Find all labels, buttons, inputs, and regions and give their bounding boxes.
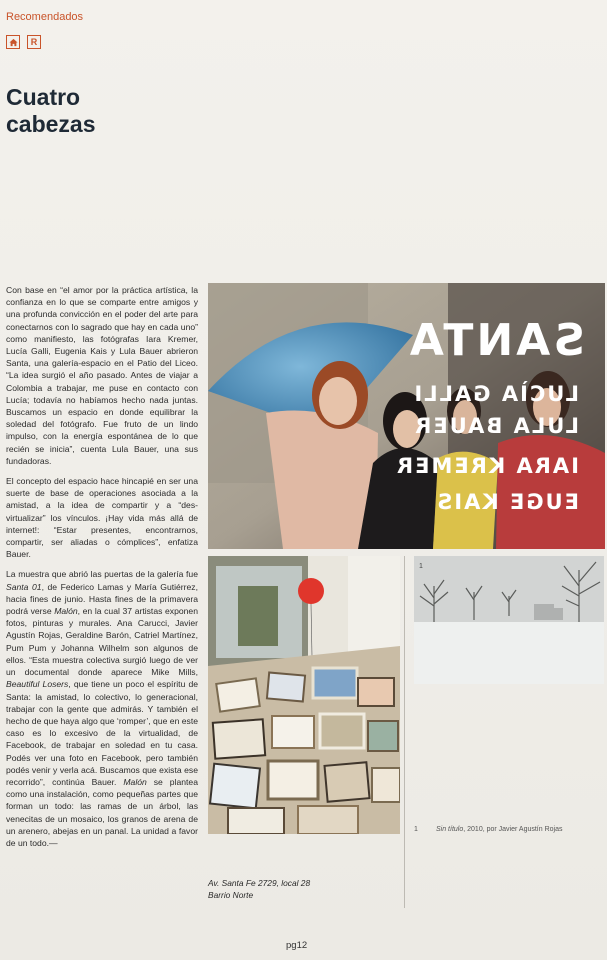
poster-name-1: LUCÌA GALLI xyxy=(412,382,579,406)
r-icon: R xyxy=(27,35,41,49)
snow-park-photo xyxy=(414,556,604,684)
credit-rest: , 2010, por Javier Agustín Rojas xyxy=(463,826,563,833)
gallery-illustration xyxy=(208,556,400,834)
p3-part-d: , que tiene un poco el espíritu de Santa: la amistad, lo colectivo, lo generacional, trabajar con la gente que admirás. Y también el hecho de que haya algo que ‘romper’, que en este caso es lo excesivo de la virtualidad, de Facebook, de trabajar en soledad en tu casa. Podés ver una foto en Facebook, pero también podés venir y verla acá. Buscamos que exista ese recorrido”, continúa Bauer. xyxy=(6,679,199,787)
paragraph-1: Con base en “el amor por la práctica artística, la confianza en lo que se comparte entre amigos y una profunda convicción en el poder del arte para conectarnos con lo sagrado que hay en cada uno” como manifiesto, las fotógrafas Iara Kremer, Lucía Galli, Eugenia Kais y Lula Bauer abrieron Santa, una galería-espacio en el Patio del Liceo. “La idea surgió el año pasado. Antes de viajar a Colombia a trabajar, me puse en contacto con Lucía; todavía no habíamos hecho nada juntas. Buscamos un espacio en donde equilibrar la soledad del fotógrafo. Fue fruto de un lindo impulso, con la energía espontánea de lo que recién se inicia”, cuenta Lula Bauer, una sus fundadoras. xyxy=(6,285,198,466)
poster-title: SANTA xyxy=(406,315,585,366)
page-number: pg12 xyxy=(286,940,308,951)
p3-santa-title: Santa 01 xyxy=(6,581,42,592)
paragraph-2: El concepto del espacio hace hincapié en ser una suerte de base de operaciones asociada a la amistad, a la idea de compartir y a “des-virtualizar” los vínculos. ¡Hay vida más allá de internet!: “Estar presentes, encontrarnos, compartir, ser aliadas o cómplices”, enfatiza Bauer. xyxy=(6,476,198,560)
p3-malon-title-2: Malón xyxy=(123,776,147,787)
p3-part-a: La muestra que abrió las puertas de la galería fue xyxy=(6,569,198,580)
poster-name-2: LULA BAUER xyxy=(413,414,579,438)
home-icon xyxy=(6,35,20,49)
santa-poster-photo xyxy=(208,283,605,549)
poster-name-4: EUGE KAIS xyxy=(435,490,579,514)
gallery-interior-photo xyxy=(208,556,400,834)
title-line-2: cabezas xyxy=(6,111,96,137)
section-icons xyxy=(6,35,41,49)
column-divider xyxy=(404,556,405,908)
title-line-1: Cuatro xyxy=(6,84,81,110)
photo-credit xyxy=(436,826,562,833)
photo-number: 1 xyxy=(419,563,423,570)
address-line-1: Av. Santa Fe 2729, local 28 xyxy=(208,878,311,888)
snow-illustration xyxy=(414,556,604,684)
p3-part-c: , en la cual 37 artistas exponen fotos, pinturas y murales. Ana Carucci, Javier Agustín Rojas, Geraldine Barón, Catriel Martínez, Pum Pum y Johanna Wilhelm son algunos de ellos. “Esta muestra colectiva surgió luego de ver un documental donde aparece Mike Mills, xyxy=(6,606,198,678)
paragraph-3 xyxy=(6,568,198,849)
poster-name-3: IARA KREMER xyxy=(394,454,579,478)
red-balloon xyxy=(298,578,324,604)
p3-losers-title: Beautiful Losers xyxy=(6,679,69,690)
p3-part-b: , de Federico Lamas y María Gutiérrez, hacia fines de junio. Hasta fines de la primavera podrá verse xyxy=(6,581,198,617)
p3-part-e: se plantea como una instalación, como pequeñas partes que forman un todo: las ramas de un árbol, las venecitas de un mosaico, los granos de arena de un arenero, abejas en un panal. La unidad a favor de un todo.— xyxy=(6,776,198,848)
poster-illustration xyxy=(208,283,605,549)
credit-title: Sin título xyxy=(436,826,464,833)
article-title xyxy=(6,84,96,138)
article-body xyxy=(6,284,198,857)
section-label: Recomendados xyxy=(6,11,84,23)
caption-number: 1 xyxy=(414,826,418,833)
p3-malon-title: Malón xyxy=(54,606,78,617)
address-caption xyxy=(208,878,310,901)
address-line-2: Barrio Norte xyxy=(208,889,254,900)
